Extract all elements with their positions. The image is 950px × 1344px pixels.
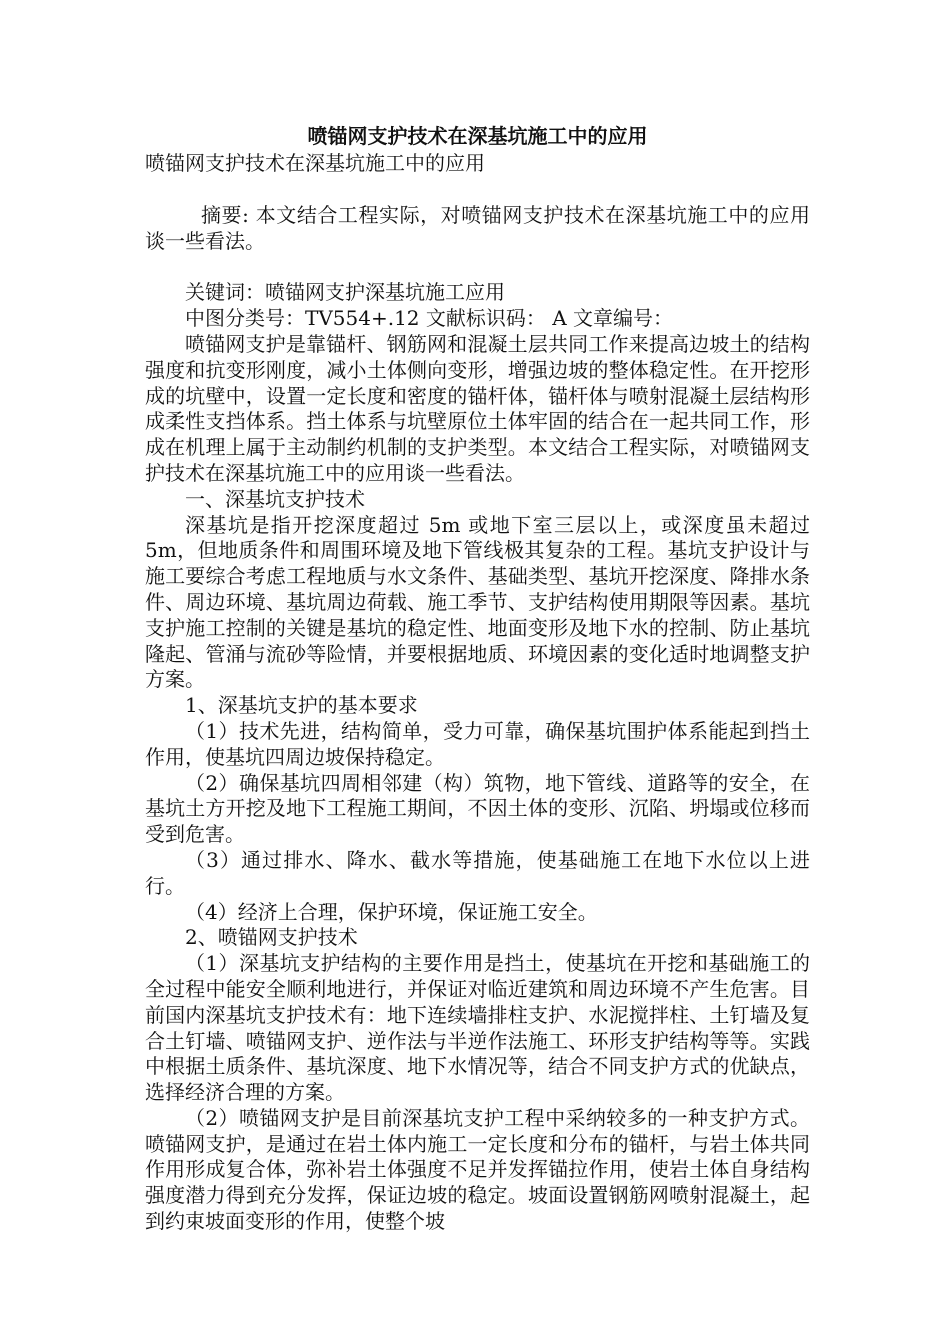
document-page <box>145 121 810 1235</box>
subsection-heading: 2、喷锚网支护技术 <box>185 925 358 950</box>
list-item: （3）通过排水、降水、截水等措施，使基础施工在地下水位以上进行。 <box>145 847 810 898</box>
subsection-heading: 1、深基坑支护的基本要求 <box>185 693 418 718</box>
body-paragraph: 深基坑是指开挖深度超过 5m 或地下室三层以上，或深度虽未超过 5m，但地质条件和周围环境及地下管线极其复杂的工程。基坑支护设计与施工要综合考虑工程地质与水文条件、基础类型、基坑开挖深度、降排水条件、周边环境、基坑周边荷载、施工季节、支护结构使用期限等因素。基坑支护施工控制的关键是基坑的稳定性、地面变形及地下水的控制、防止基坑隆起、管涌与流砂等险情，并要根据地质、环境因素的变化适时地调整支护方案。 <box>145 512 810 692</box>
keywords: 关键词：喷锚网支护深基坑施工应用 <box>185 280 505 305</box>
list-item: （1）深基坑支护结构的主要作用是挡土，使基坑在开挖和基础施工的全过程中能安全顺利地进行，并保证对临近建筑和周边环境不产生危害。目前国内深基坑支护技术有：地下连续墙排柱支护、水泥搅拌柱、土钉墙及复合土钉墙、喷锚网支护、逆作法与半逆作法施工、环形支护结构等等。实践中根据土质条件、基坑深度、地下水情况等，结合不同支护方式的优缺点，选择经济合理的方案。 <box>145 951 810 1105</box>
list-item: （4）经济上合理，保护环境，保证施工安全。 <box>185 899 598 924</box>
section-heading: 一、深基坑支护技术 <box>185 486 365 511</box>
document-subtitle: 喷锚网支护技术在深基坑施工中的应用 <box>145 151 485 175</box>
abstract: 摘要: 本文结合工程实际，对喷锚网支护技术在深基坑施工中的应用谈一些看法。 <box>145 202 810 253</box>
list-item: （2）确保基坑四周相邻建（构）筑物，地下管线、道路等的安全，在基坑土方开挖及地下工程施工期间，不因土体的变形、沉陷、坍塌或位移而受到危害。 <box>145 770 810 847</box>
body-paragraph: 喷锚网支护是靠锚杆、钢筋网和混凝土层共同工作来提高边坡土的结构强度和抗变形刚度，减小土体侧向变形，增强边坡的整体稳定性。在开挖形成的坑壁中，设置一定长度和密度的锚杆体，锚杆体与喷射混凝土层结构形成柔性支挡体系。挡土体系与坑壁原位土体牢固的结合在一起共同工作，形成在机理上属于主动制约机制的支护类型。本文结合工程实际，对喷锚网支护技术在深基坑施工中的应用谈一些看法。 <box>145 331 810 485</box>
list-item: （2）喷锚网支护是目前深基坑支护工程中采纳较多的一种支护方式。喷锚网支护，是通过在岩土体内施工一定长度和分布的锚杆，与岩土体共同作用形成复合体，弥补岩土体强度不足并发挥锚拉作用，使岩土体自身结构强度潜力得到充分发挥，保证边坡的稳定。坡面设置钢筋网喷射混凝土，起到约束坡面变形的作用，使整个坡 <box>145 1105 810 1234</box>
document-title: 喷锚网支护技术在深基坑施工中的应用 <box>307 124 648 148</box>
list-item: （1）技术先进，结构简单，受力可靠，确保基坑围护体系能起到挡土作用，使基坑四周边坡保持稳定。 <box>145 718 810 769</box>
classification: 中图分类号：TV554+.12 文献标识码： A 文章编号： <box>185 306 674 331</box>
